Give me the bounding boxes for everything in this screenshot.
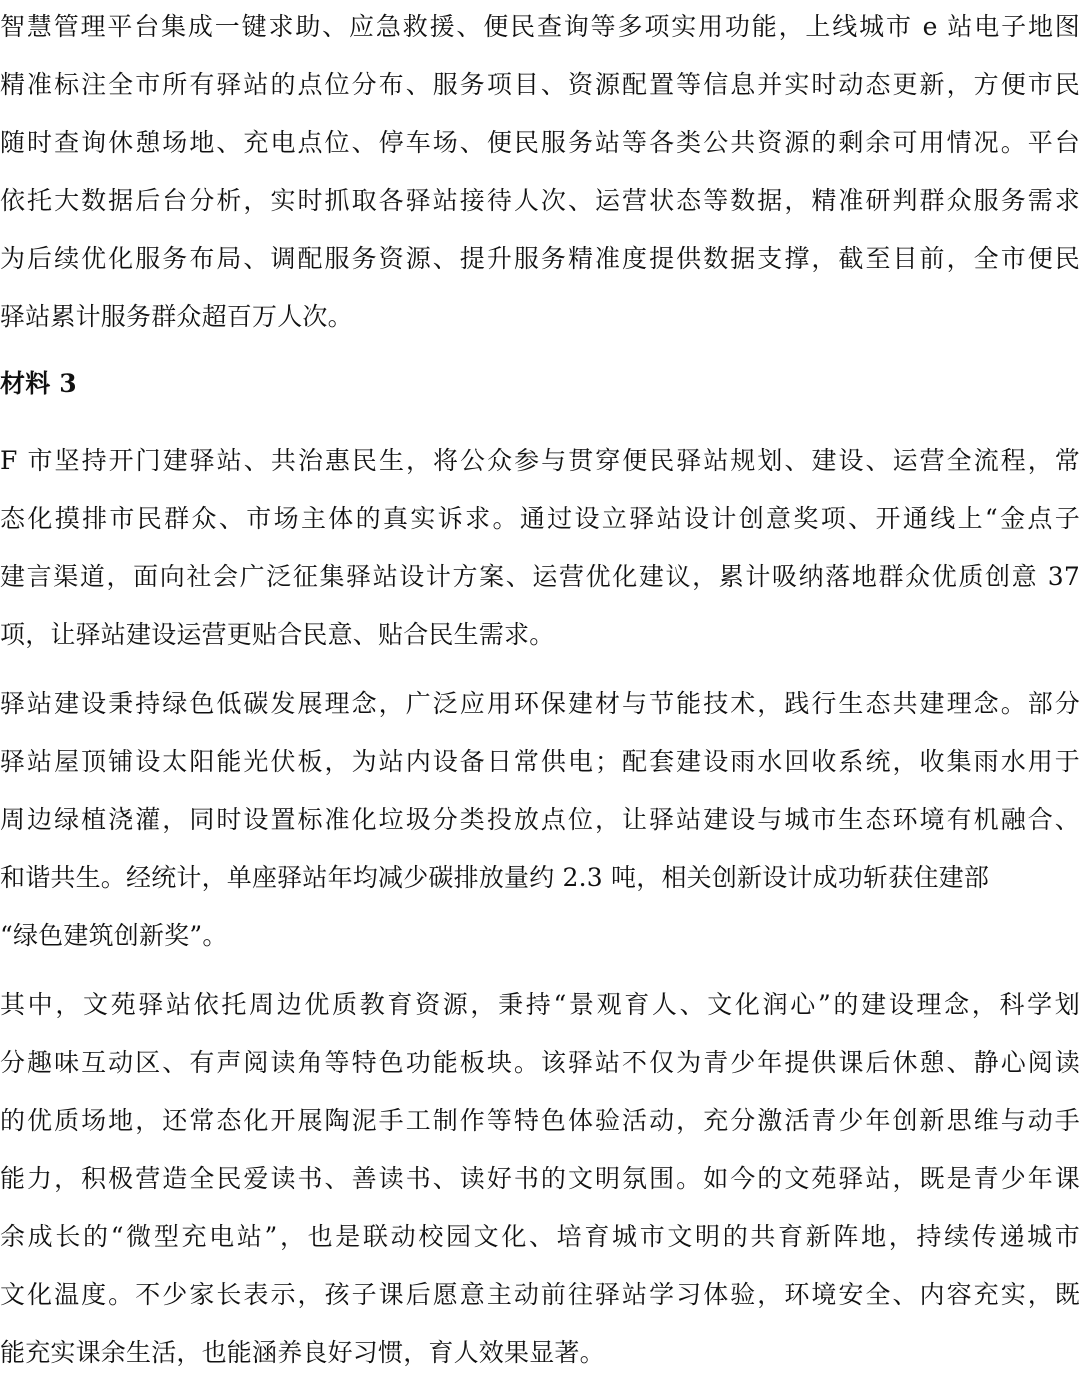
text-line: 余成长的“微型充电站”，也是联动校园文化、培育城市文明的共育新阵地，持续传递城市 [0,1222,1080,1251]
text-line: 能力，积极营造全民爱读书、善读书、读好书的文明氛围。如今的文苑驿站，既是青少年课 [0,1164,1080,1193]
section-heading [0,355,1080,413]
text-line: 其中，文苑驿站依托周边优质教育资源，秉持“景观育人、文化润心”的建设理念，科学划 [0,990,1080,1019]
paragraph-platform-features [0,0,1080,346]
text-line: 周边绿植浇灌，同时设置标准化垃圾分类投放点位，让驿站建设与城市生态环境有机融合、 [0,805,1080,834]
text-line: 的优质场地，还常态化开展陶泥手工制作等特色体验活动，充分激活青少年创新思维与动手 [0,1106,1080,1135]
text-line: 项，让驿站建设运营更贴合民意、贴合民生需求。 [0,620,555,649]
text-line: 驿站建设秉持绿色低碳发展理念，广泛应用环保建材与节能技术，践行生态共建理念。部分 [0,689,1080,718]
text-line: 驿站屋顶铺设太阳能光伏板，为站内设备日常供电；配套建设雨水回收系统，收集雨水用于 [0,747,1080,776]
paragraph-wenyuan-station [0,976,1080,1382]
text-line: F 市坚持开门建驿站、共治惠民生，将公众参与贯穿便民驿站规划、建设、运营全流程，常 [0,446,1080,475]
text-line: 精准标注全市所有驿站的点位分布、服务项目、资源配置等信息并实时动态更新，方便市民 [0,70,1080,99]
text-line: 随时查询休憩场地、充电点位、停车场、便民服务站等各类公共资源的剩余可用情况。平台 [0,128,1080,157]
text-line: 为后续优化服务布局、调配服务资源、提升服务精准度提供数据支撑，截至目前，全市便民 [0,244,1080,273]
paragraph-green-construction [0,675,1080,965]
text-line: 驿站累计服务群众超百万人次。 [0,302,353,331]
paragraph-public-participation [0,432,1080,664]
text-line: 分趣味互动区、有声阅读角等特色功能板块。该驿站不仅为青少年提供课后休憩、静心阅读 [0,1048,1080,1077]
material-heading: 材料 3 [0,369,77,398]
text-line: 文化温度。不少家长表示，孩子课后愿意主动前往驿站学习体验，环境安全、内容充实，既 [0,1280,1080,1309]
text-line: 依托大数据后台分析，实时抓取各驿站接待人次、运营状态等数据，精准研判群众服务需求 [0,186,1080,215]
text-line: 和谐共生。经统计，单座驿站年均减少碳排放量约 2.3 吨，相关创新设计成功斩获住建部 [0,863,990,892]
text-line: “绿色建筑创新奖”。 [0,921,228,950]
text-line: 智慧管理平台集成一键求助、应急救援、便民查询等多项实用功能，上线城市 e 站电子地图 [0,12,1080,41]
text-line: 能充实课余生活，也能涵养良好习惯，育人效果显著。 [0,1338,605,1367]
text-line: 建言渠道，面向社会广泛征集驿站设计方案、运营优化建议，累计吸纳落地群众优质创意 37 [0,562,1080,591]
text-line: 态化摸排市民群众、市场主体的真实诉求。通过设立驿站设计创意奖项、开通线上“金点子 [0,504,1080,533]
